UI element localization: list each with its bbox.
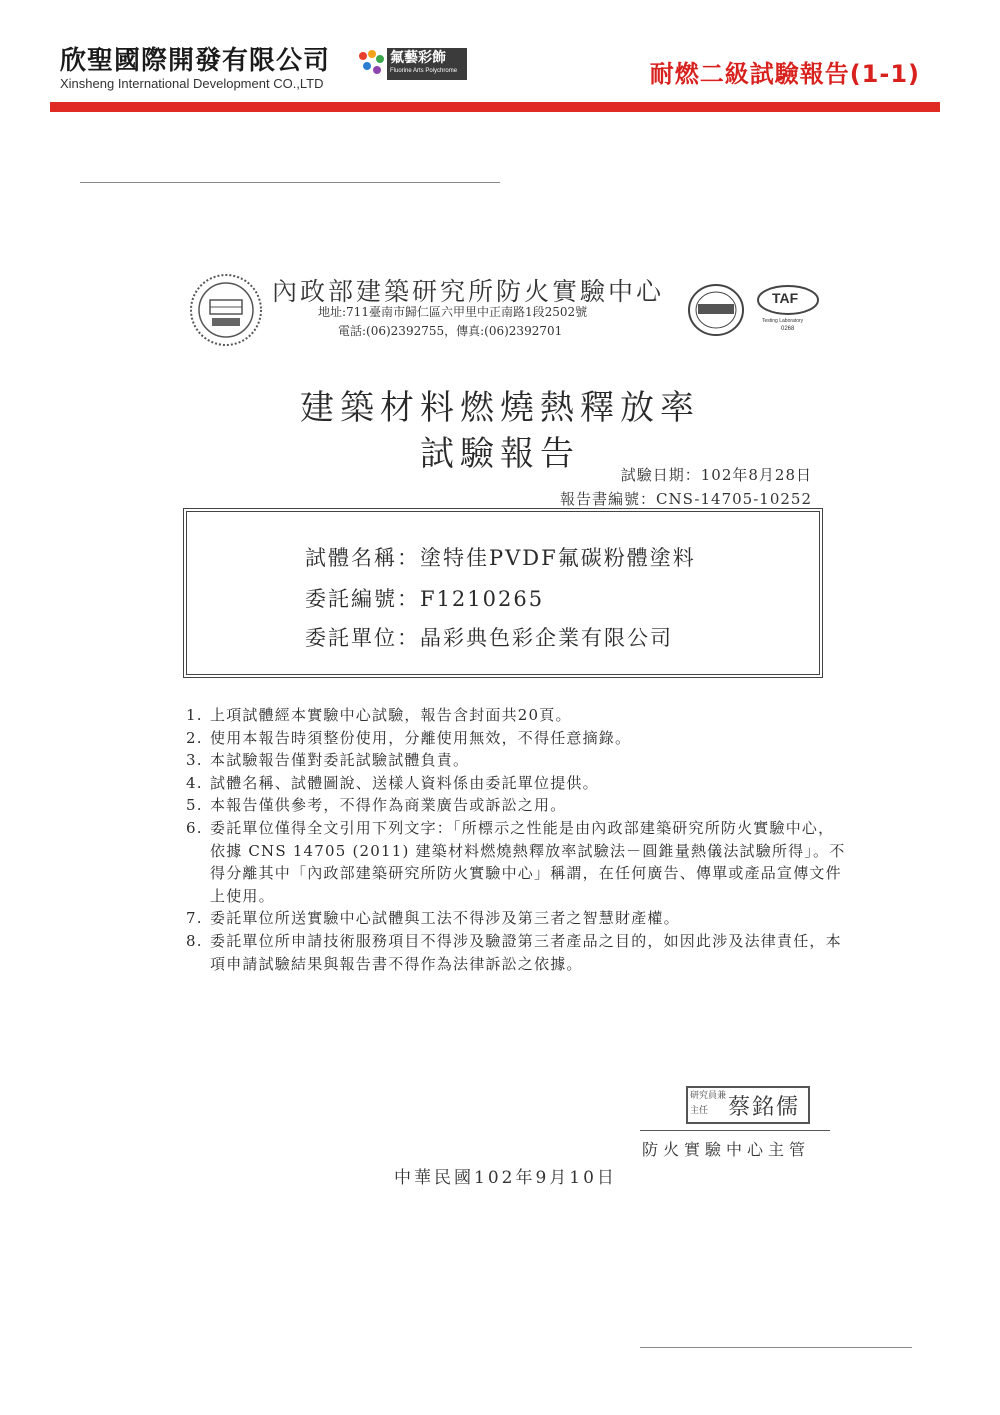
note-item <box>186 794 846 817</box>
note-item <box>186 772 846 795</box>
commission-row <box>305 583 544 613</box>
document-subtitle: 試驗報告 <box>420 434 580 474</box>
taf-text: Testing Laboratory <box>762 318 804 324</box>
notes-list <box>186 704 846 975</box>
report-number-value: CNS-14705-10252 <box>656 490 812 508</box>
stamp-name: 蔡銘儒 <box>728 1095 801 1120</box>
note-text: 委託單位所申請技術服務項目不得涉及驗證第三者產品之目的，如因此涉及法律責任，本項申請試驗結果與報告書不得作為法律訴訟之依據。 <box>210 931 842 973</box>
note-text: 試體名稱、試體圖說、送樣人資料係由委託單位提供。 <box>210 773 599 792</box>
specimen-row <box>305 542 696 572</box>
report-title: 耐燃二級試驗報告(1-1) <box>649 60 920 88</box>
test-date <box>621 464 812 485</box>
commission-value: F1210265 <box>420 587 545 611</box>
scan-line <box>80 182 500 183</box>
specimen-label: 試體名稱： <box>305 546 420 570</box>
stamp-title: 研究員兼主任 <box>690 1091 727 1116</box>
document-title: 建築材料燃燒熱釋放率 <box>300 388 700 428</box>
lab-address: 地址:711臺南市歸仁區六甲里中正南路1段2502號 <box>318 305 588 319</box>
specimen-value: 塗特佳PVDF氟碳粉體塗料 <box>420 546 696 570</box>
client-row <box>305 622 673 652</box>
note-text: 本試驗報告僅對委託試驗試體負責。 <box>210 751 470 770</box>
lab-phone: 電話:(06)2392755，傳真:(06)2392701 <box>338 324 563 338</box>
note-text: 使用本報告時須整份使用，分離使用無效，不得任意摘錄。 <box>210 728 632 747</box>
note-item <box>186 704 846 727</box>
scan-line <box>640 1347 912 1348</box>
taf-mark: TAF <box>772 290 799 306</box>
note-text: 委託單位僅得全文引用下列文字：「所標示之性能是由內政部建築研究所防火實驗中心，依據 CNS 14705 (2011) 建築材料燃燒熱釋放率試驗法－圓錐量熱儀法試驗所得」。不得分離其中「內政部建築研究所防火實驗中心」稱謂，在任何廣告、傳單或產品宣傳文件上使用。 <box>210 818 846 905</box>
signature-line <box>640 1130 830 1131</box>
note-number: 5. <box>186 796 203 815</box>
company-name: 欣聖國際開發有限公司 <box>60 46 331 76</box>
note-text: 上項試體經本實驗中心試驗，報告含封面共20頁。 <box>210 706 572 724</box>
note-item <box>186 817 846 907</box>
test-date-label: 試驗日期： <box>620 466 701 484</box>
note-item <box>186 727 846 750</box>
note-number: 6. <box>186 818 203 837</box>
note-item <box>186 930 846 975</box>
note-number: 3. <box>186 751 203 770</box>
note-number: 8. <box>186 931 203 950</box>
company-name-en: Xinsheng International Development CO.,LTD <box>60 76 324 91</box>
test-date-value: 102年8月28日 <box>700 466 812 484</box>
note-text: 本報告僅供參考，不得作為商業廣告或訴訟之用。 <box>210 796 567 815</box>
client-value: 晶彩典色彩企業有限公司 <box>420 626 673 650</box>
client-label: 委託單位： <box>305 626 420 650</box>
brand-name: 氟藝彩飾 <box>390 50 446 66</box>
taf-number: 0268 <box>781 326 795 332</box>
signer-title: 防火實驗中心主管 <box>642 1140 811 1159</box>
brand-name-en: Fluorine Arts Polychrome <box>390 68 458 74</box>
note-number: 1. <box>186 706 203 724</box>
note-text: 委託單位所送實驗中心試體與工法不得涉及第三者之智慧財產權。 <box>210 909 680 928</box>
note-number: 4. <box>186 773 203 792</box>
institute-seal-icon <box>188 272 264 348</box>
note-number: 2. <box>186 728 203 747</box>
lab-name: 內政部建築研究所防火實驗中心 <box>272 277 665 306</box>
issue-date: 中華民國102年9月10日 <box>394 1168 617 1188</box>
note-number: 7. <box>186 909 203 928</box>
header-divider <box>50 102 940 112</box>
commission-label: 委託編號： <box>305 587 420 611</box>
note-item <box>186 907 846 930</box>
report-number <box>560 488 812 509</box>
taf-accreditation-icon <box>686 282 826 340</box>
report-number-label: 報告書編號： <box>559 490 656 508</box>
note-item <box>186 749 846 772</box>
